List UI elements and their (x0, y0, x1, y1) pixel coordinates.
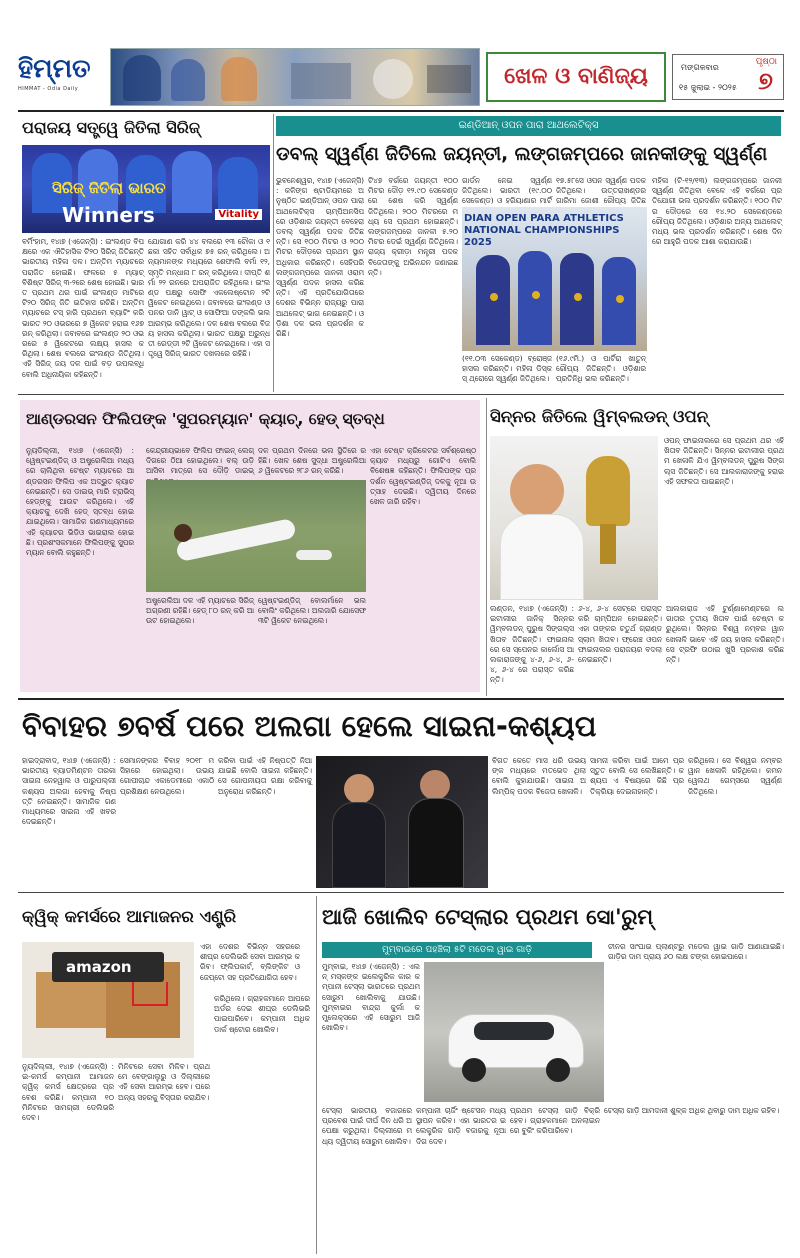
masthead-photo-strip (110, 48, 480, 106)
story5-col6: କରିଥିଲେ। ସେ ବିଶ୍ୱର ନମ୍ବର ୱାନ ଖେଳାଳି ରହିଥିଲେ। କମନୱେଲଥ ଗେମ୍ସରେ ସ୍ୱର୍ଣ୍ଣ ଜିତିଥିଲେ। (688, 756, 782, 796)
story1-photo-word: Winners (62, 203, 155, 227)
page-number: ୭ (758, 67, 773, 95)
story4-col4: ଆଲକାରାଜ ଏହି ଟୁର୍ଣ୍ଣାମେଣ୍ଟରେ ଲଗାତାର ତୃତୀୟ ଖିତାବ ପାଇଁ ଚେଷ୍ଟା କରୁଥିଲେ। ସିନ୍ନର ବିଶ୍ୱ ନମ୍ବର ୱାନ ଖେଳାଳି ଭାବେ ଏହି ଜୟ ହାସଲ କରିଛନ୍ତି। ସେ ଟ୍ରଫି ଉଠାଇ ଖୁସି ପ୍ରକାଶ କରିଛନ୍ତି। (666, 604, 784, 665)
story6-col3: ମିନିଟରେ ସେବା ମିଳିବ। ପ୍ରଥମେ ବେଙ୍ଗାଲୁରୁ ଓ ଦିଲ୍ଲୀରେ ଏହି ସେବା ଆରମ୍ଭ ହେବ। ପରେ ଅନ୍ୟ ସହରକୁ ବିସ୍ତାର କରାଯିବ। (118, 1062, 210, 1102)
story2-col4: ୧୭.୫୮ସେ ଓପନ ସ୍ୱର୍ଣ୍ଣ ପଦକ ଜିତିଥିଲେ। ଉତ୍ତରାଖଣ୍ଡର ଗାରିମା ଜୋଶୀ ରୌପ୍ୟ ଜିତିଛ (556, 176, 646, 206)
story4-col1: ଓପନ୍ ଫାଇନାଲରେ ସେ ପ୍ରଥମ ଥର ଏହି ଖିତାବ ଜିତିଛନ୍ତି। ସିନ୍ନର ଇଟାଲୀର ପ୍ରଥମ ଖେଳାଳି ଯିଏ ୱିମ୍ବଲଡନ୍ ପୁରୁଷ ସିଙ୍ଗଲ୍ସ ଜିତିଛନ୍ତି। ସେ ଆଲକାରାଜଙ୍କୁ ହରାଇ ଏହି ସଫଳତା ପାଇଛନ୍ତି। (664, 436, 784, 486)
page-label: ପୃଷ୍ଠା (755, 57, 777, 67)
story1-photo-caption: ସିରିଜ୍ ଜିତିଲା ଭାରତ (52, 179, 166, 197)
story4-col3: ୬-୪, ୬-୪ ସେଟ୍ରେ ପରାସ୍ତ କରି ଚାମ୍ପିଅନ ହୋଇଛନ୍ତି। ଏହା ତାଙ୍କର ଚତୁର୍ଥ ଗ୍ରାଣ୍ଡସ୍ଲାମ ଖିତାବ। ଫ୍ରେଞ୍ଚ ଓପନ ଫାଇନାଲର ପରାଜୟର ବଦଲା ନେଇଛନ୍ତି। (578, 604, 662, 665)
story1-col1: ବର୍ମିଂହାମ, ୧୪ା୭ (ଏଜେନ୍ସି) : ଇଂଲଣ୍ଡ ବିପକ୍ଷରେ ଏକ ଐତିହାସିକ ଟି୨୦ ସିରିଜ୍ ଜିତିଛନ୍ତି ଭାରତୀୟ ମହିଳା ଦଳ। ଅନ୍ତିମ ମ୍ୟାଚରେ ପରାଜିତ ହୋଇଛି। ଫଳରେ ୫ ମ୍ୟାଚ୍ ବିଶିଷ୍ଟ ସିରିଜ୍ ୩-୨ରେ ଶେଷ ହୋଇଛି। ଭାରତ ପ୍ରଥମ ଥର ପାଇଁ ଇଂଲଣ୍ଡ ମାଟିରେ ଟି୨୦ ସିରିଜ୍ ଜିତି ଇତିହାସ ରଚିଛି। ଅନ୍ତିମ ମ୍ୟାଚରେ ଟସ୍ ହାରି ପ୍ରଥମେ ବ୍ୟାଟିଂ କରି ଭାରତ ୨୦ ଓଭରରେ ୭ ୱିକେଟ ହରାଇ ୧୬୭ ରନ୍ କରିଥିଲା। ଜବାବରେ ଇଂଲଣ୍ଡ ୨୦ ଓଭରରେ ୫ ୱିକେଟରେ ଲକ୍ଷ୍ୟ ହାସଲ କରିଥିଲା। ଶେଷ ବଲରେ ଇଂଲଣ୍ଡ ଜିତିଥିଲା। ଏହି ସିରିଜ୍ ଜୟ ଦଳ ପାଇଁ ବଡ଼ ଉପଲବ୍ଧି ବୋଲି ଅଧିନାୟିକା କହିଛନ୍ତି। (22, 237, 144, 379)
date-box (672, 54, 784, 100)
story6-col2: ନ୍ୟୁଦିଲ୍ଲୀ, ୧୪ା୭ (ଏଜେନ୍ସି) : ଇ-କମର୍ସ କମ୍ପାନୀ ଆମାଜନ କ୍ୱିକ୍ କମର୍ସ କ୍ଷେତ୍ରରେ ପ୍ରବେଶ କରିଛି। କମ୍ପାନୀ ୧୦ ମିନିଟରେ ସାମଗ୍ରୀ ଡେଲିଭରି ଦେବ। (22, 1062, 114, 1123)
story7-col5: ପ୍ରଥମ ଟେସ୍ଲା ଗାଡ଼ି ବିକ୍ରି ହେବ। ଗ୍ରାହକମାନେ ଅନଲାଇନରେ ବୁକିଂ କରିପାରିବେ। (510, 1106, 600, 1136)
rule (316, 896, 317, 1254)
story3-photo (146, 480, 366, 592)
story5-headline: ବିବାହର ୭ବର୍ଷ ପରେ ଅଲଗା ହେଲେ ସାଇନା-କଶ୍ୟପ (22, 709, 597, 743)
story7-col4: କମ୍ପାନୀ ଚାର୍ଜିଂ ଷ୍ଟେସନ ମଧ୍ୟ ସ୍ଥାପନ କରିବ। ଏହା ଭାରତର ଇଲେକ୍ଟ୍ରିକ ଗାଡ଼ି ବଜାରକୁ ନୂଆ ଦିଗ ଦେବ। (416, 1106, 506, 1146)
story2-photo (462, 207, 647, 351)
story2-photo-banner: DIAN OPEN PARA ATHLETICS NATIONAL CHAMPIONSHIPS 2025 (464, 213, 624, 248)
story2-col5: ମହିଳା (ଟି-୧୨/୧୩) ଲଙ୍ଗଜମ୍ପରେ ଜାନକୀ ସ୍ୱର୍ଣ୍ଣ ଜିତିଥିବା ବେଳେ ଏହି ବର୍ଗରେ ପ୍ରତିଯୋଗୀ ଭଲ ପ୍ରଦର୍ଶନ କରିଛନ୍ତି। ୧୦୦ ମିଟର ଦୌଡ଼ରେ ସେ ୧୪.୨୦ ସେକେଣ୍ଡରେ ରୌପ୍ୟ ଜିତିଥିଲେ। ଓଡ଼ିଶାର ଅନ୍ୟ ଆଥଲେଟ୍ ମଧ୍ୟ ଭଲ ପ୍ରଦର୍ଶନ କରିଛନ୍ତି। ଶେଷ ଦିନରେ ଆହୁରି ପଦକ ଆଶା କରାଯାଉଛି। (652, 176, 782, 247)
masthead (18, 48, 784, 108)
story3-headline: ଆଣ୍ଡରସନ ଫିଲିପଙ୍କ 'ସୁପରମ୍ୟାନ' କ୍ୟାଚ୍, ହେଡ୍ ସ୍ତବ୍ଧ (26, 410, 385, 428)
story2-headline: ଡବଲ୍ ସ୍ୱର୍ଣ୍ଣ ଜିତିଲେ ଜୟନ୍ତୀ, ଲଙ୍ଗଜମ୍ପରେ ଜାନକୀଙ୍କୁ ସ୍ୱର୍ଣ୍ଣ (276, 144, 768, 165)
story3-col4: ଏହା ଟେଷ୍ଟ କ୍ରିକେଟର ସର୍ବଶ୍ରେଷ୍ଠ କ୍ୟାଚ ମଧ୍ୟରୁ ଗୋଟିଏ ବୋଲି ବିଶେଷଜ୍ଞ କହିଛନ୍ତି। ଫିଲିପଙ୍କ ପ୍ରଦର୍ଶନ ୱେଷ୍ଟଇଣ୍ଡିଜ୍ ଦଳକୁ ନୂଆ ଉତ୍ସାହ ଦେଇଛି। ଦ୍ୱିତୀୟ ଦିନରେ ଖେଳ ଜାରି ରହିବ। (370, 446, 476, 507)
story1-col2: ଯୋଗାଣ କରି ୪୪ ବଲରେ ୧୩ ଚୌକା ଓ ୧ ଛକା ସହିତ ସର୍ବାଧିକ ୭୫ ରନ୍ କରିଥିଲେ। ଅନ୍ୟମାନଙ୍କ ମଧ୍ୟରେ ଶେଫାଲି ବର୍ମା ୧୨, ସ୍ମୃତି ମନ୍ଧାନା ୮ ରନ୍ କରିଥିଲେ। ଦୀପ୍ତି ଶର୍ମା ୨୨ ରନରେ ଅପରାଜିତ ରହିଥିଲେ। ଇଂଲଣ୍ଡ ପକ୍ଷରୁ ସୋଫି ଏକଲେଷ୍ଟୋନ ୨ଟି ୱିକେଟ ନେଇଥିଲେ। ଜବାବରେ ଇଂଲଣ୍ଡ ଓପନର ଡାନି ୱାଟ୍ ଓ ସୋଫିଆ ଡଙ୍କଲି ଭଲ ଆରମ୍ଭ କରିଥିଲେ। ଦଳ ଶେଷ ବଲରେ ବିଜୟ ହାସଲ କରିଥିଲା। ଭାରତ ପକ୍ଷରୁ ଅରୁନ୍ଧତୀ ରେଡ୍ଡୀ ୨ଟି ୱିକେଟ ନେଇଥିଲେ। ଏହା ସତ୍ତ୍ୱେ ସିରିଜ୍ ଭାରତ ଦଖଲରେ ରହିଛି। (148, 237, 270, 359)
story5-col2: ସେମାନଙ୍କର ବିବାହ ୨୦୧୮ ମସିହାରେ ହୋଇଥିଲା। ଉଭୟ ଗୋପୀଚାନ୍ଦ ଏକାଡେମୀରେ ଏକାଠି ପ୍ରଶିକ୍ଷଣ ନେଉଥିଲେ। (120, 756, 214, 796)
story3-col2: କେନ୍ଦ୍ରୀୟଭାବେ ଫିଲିପ ଫାଇନ୍ ଲେଗ୍ ଦିଗରେ ଠିଆ ହୋଇଥିଲେ। ବଲ୍ ଉଡ଼ି ଆସିବା ମାତ୍ରେ ସେ ଦୌଡ଼ି ଡାଇଭ୍ (146, 446, 254, 476)
masthead-rule (18, 110, 784, 112)
story6-col1: ଏହା ଦେଶର ବିଭିନ୍ନ ସହରରେ ଶୀଘ୍ର ଡେଲିଭରି ସେବା ଆରମ୍ଭ କରିବ। ଫ୍ଲିପକାର୍ଟ, ବ୍ଲିଙ୍କିଟ ଓ ଜେପ୍ଟୋ ସହ ପ୍ରତିଯୋଗିତା ହେବ। (200, 942, 300, 982)
story6-col4: କରିଥିଲେ। ଗ୍ରାହକମାନେ ଆପରେ ଅର୍ଡର ଦେଇ ଶୀଘ୍ର ଡେଲିଭରି ପାଇପାରିବେ। କମ୍ପାନୀ ଅଧିକ ଡାର୍କ ଷ୍ଟୋର ଖୋଲିବ। (214, 994, 310, 1034)
story1-photo (22, 145, 270, 233)
story6-headline: କ୍ୱିକ୍ କମର୍ସରେ ଆମାଜନର ଏଣ୍ଟ୍ରି (22, 907, 237, 926)
section-title-box (486, 52, 666, 102)
masthead-logo-sub: HIMMAT - Odia Daily (18, 86, 79, 92)
story7-kicker (322, 942, 592, 958)
rule (273, 114, 274, 392)
story3-col1: ନ୍ୟୁଡିଲ୍ଲୀ, ୧୪ା୭ (ଏଜେନ୍ସି) : ୱେଷ୍ଟଇଣ୍ଡିଜ୍ ଓ ଅଷ୍ଟ୍ରେଲିଆ ମଧ୍ୟରେ ଚାଲିଥିବା ଟେଷ୍ଟ ମ୍ୟାଚରେ ଆଣ୍ଡରସନ ଫିଲିପ ଏକ ଅଦ୍ଭୁତ କ୍ୟାଚ ନେଇଛନ୍ତି। ସେ ଡାଇଭ୍ ମାରି ଟ୍ରାଭିସ୍ ହେଡ୍ଙ୍କୁ ଆଉଟ କରିଥିଲେ। ଏହି କ୍ୟାଚକୁ ଦେଖି ହେଡ୍ ସ୍ତବ୍ଧ ହୋଇଯାଇଥିଲେ। ସାମାଜିକ ଗଣମାଧ୍ୟମରେ ଏହି କ୍ୟାଚର ଭିଡିଓ ଭାଇରାଲ ହୋଇଛି। ପ୍ରଶଂସକମାନେ ଫିଲିପଙ୍କୁ ସୁପରମ୍ୟାନ ବୋଲି କହୁଛନ୍ତି। (26, 446, 134, 558)
story4-photo (490, 436, 658, 600)
masthead-logo-text: ହିମ୍ମତ (18, 54, 91, 84)
rule (18, 892, 784, 893)
story2-kicker-text: ଇଣ୍ଡିଆନ୍ ଓପନ ପାରା ଆଥଲେଟିକ୍ସ (458, 120, 599, 131)
story1-headline: ପରାଜୟ ସତ୍ତ୍ୱେ ଜିତିଲା ସିରିଜ୍ (22, 118, 200, 137)
weekday: ମଙ୍ଗଳବାର (681, 63, 719, 72)
story7-photo (424, 962, 604, 1102)
story7-col1: ମୁମ୍ବାଇ, ୧୪ା୭ (ଏଜେନ୍ସି) : ଏଲନ୍ ମସ୍କଙ୍କ ଇଲେକ୍ଟ୍ରିକ କାର କମ୍ପାନୀ ଟେସ୍ଲା ଭାରତରେ ପ୍ରଥମ ସୋରୁମ ଖୋଲିବାକୁ ଯାଉଛି। ମୁମ୍ବାଇର ବାନ୍ଦ୍ରା କୁର୍ଲା କମ୍ପ୍ଲେକ୍ସରେ ଏହି ସୋରୁମ ଆଜି ଖୋଲିବ। (322, 962, 420, 1033)
story2-cap1: (୧୧.୦୩ ସେକେଣ୍ଡ) ବ୍ରୋଞ୍ଜ ହାସଲ କରିଛନ୍ତି। ମହିଳା ଡିସ୍କସ୍ ଥ୍ରୋରେ ସ୍ୱର୍ଣ୍ଣ ଜିତିଥିଲେ। (462, 354, 552, 384)
amazon-logo-text: amazon (66, 958, 132, 976)
rule (18, 394, 784, 395)
story5-photo (316, 756, 488, 888)
story4-headline: ସିନ୍ନର ଜିତିଲେ ୱିମ୍ବଲଡନ୍ ଓପନ୍ (490, 407, 709, 426)
rule (18, 698, 784, 700)
story7-headline: ଆଜି ଖୋଲିବ ଟେସ୍‌ଲାର ପ୍ରଥମ ସୋ'ରୁମ୍ (322, 905, 654, 929)
story2-col3: ଗାର୍ଡନ ନେଇ ସ୍ୱର୍ଣ୍ଣ ଜିତିଥିଲେ। ଭାରତୀ (୧୯.୦୦ ସେକେଣ୍ଡ) ଓ ହରିୟାଣାର ମାର୍ଟି (462, 176, 552, 206)
story7-kicker-text: ମୁମ୍ବାଇରେ ପହଞ୍ଚିଲା ୫ଟି ମଡେଲ ୱାଇ ଗାଡ଼ି (382, 945, 532, 955)
story7-col6: ଟେସ୍ଲା ଗାଡ଼ି ଆମଦାନୀ ଶୁଳ୍କ ଅଧିକ ଥିବାରୁ ଦାମ ଅଧିକ ରହିବ। (604, 1106, 780, 1115)
story3-box (20, 400, 480, 692)
story5-col4: ବିଗତ କେତେ ମାସ ଧରି ଉଭୟଙ୍କ ମଧ୍ୟରେ ମତଭେଦ ଥିଲା ବୋଲି କୁହାଯାଉଛି। ସାଇନା ଅଲିମ୍ପିକ୍ ପଦକ ବିଜେତା ଖେଳାଳି। (492, 756, 586, 796)
story3-col5: ଅଷ୍ଟ୍ରେଲିଆ ଦଳ ଏହି ମ୍ୟାଚରେ ସିରିଜ୍ ଅଗ୍ରଣୀ ରହିଛି। ହେଡ୍ ୮୦ ରନ୍ କରି ଆଉଟ ହୋଇଥିଲେ। (146, 596, 254, 626)
story3-col6: ୱେଷ୍ଟଇଣ୍ଡିଜ୍ ବୋଲର୍ମାନେ ଭଲ ବୋଲିଂ କରିଥିଲେ। ଅଲଜାରି ଯୋସେଫ ୩ଟି ୱିକେଟ ନେଇଥିଲେ। (258, 596, 366, 626)
story7-col3: ଟେସ୍ଲା ଭାରତୀୟ ବଜାରରେ ପ୍ରବେଶ ପାଇଁ ଦୀର୍ଘ ଦିନ ଧରି ଅପେକ୍ଷା କରୁଥିଲା। ଦିଲ୍ଲୀରେ ମଧ୍ୟ ଦ୍ୱିତୀୟ ସୋରୁମ ଖୋଲିବ। (322, 1106, 412, 1146)
story1-photo-brand: Vitality (215, 209, 262, 220)
masthead-logo (18, 52, 110, 104)
story4-col2: ଲଣ୍ଡନ, ୧୪ା୭ (ଏଜେନ୍ସି) : ଇଟାଲୀର ଜାନିକ୍ ସିନ୍ନର ୱିମ୍ବଲଡନ୍ ପୁରୁଷ ସିଙ୍ଗଲ୍ସ ଖିତାବ ଜିତିଛନ୍ତି। ଫାଇନାଲରେ ସେ ସ୍ପେନର କାର୍ଲୋସ ଆଲକାରାଜଙ୍କୁ ୪-୬, ୬-୪, ୬-୪, ୬-୪ ରେ ପରାସ୍ତ କରିଛନ୍ତି। (490, 604, 574, 685)
story2-cap2: (୧୬.୯ମି.) ଓ ପାର୍ଟିରା ଖାତୁନ୍ ରୌପ୍ୟ ଜିତିଛନ୍ତି। ଓଡ଼ିଶାର ପ୍ରତିନିଧି ଭଲ କରିଛନ୍ତି। (556, 354, 646, 384)
story2-col1: ଭୁବନେଶ୍ୱର, ୧୪ା୭ (ଏଜେନ୍ସି) : କଳିଙ୍ଗ ଷ୍ଟାଡିୟମରେ ଅନୁଷ୍ଠିତ ଇଣ୍ଡିଆନ୍ ଓପନ ପାରା ଆଥଲେଟିକ୍ସ ଚାମ୍ପିଅନସିପରେ ଓଡ଼ିଶାର ଜୟନ୍ତୀ ବେହେରା ଡବଲ୍ ସ୍ୱର୍ଣ୍ଣ ପଦକ ଜିତିଛନ୍ତି। ସେ ୧୦୦ ମିଟର ଓ ୨୦୦ ମିଟର ଦୌଡ଼ରେ ପ୍ରଥମ ସ୍ଥାନ ଅଧିକାର କରିଛନ୍ତି। ସେହିପରି ଲଙ୍ଗଜମ୍ପରେ ଜାନକୀ ଓରାମ ସ୍ୱର୍ଣ୍ଣ ପଦକ ହାସଲ କରିଛନ୍ତି। ଏହି ପ୍ରତିଯୋଗିତାରେ ଦେଶର ବିଭିନ୍ନ ରାଜ୍ୟରୁ ପାରା ଆଥଲେଟ୍ ଭାଗ ନେଇଛନ୍ତି। ଓଡ଼ିଶା ଦଳ ଭଲ ପ୍ରଦର୍ଶନ କରିଛି। (276, 176, 364, 339)
story5-col5: ସାମନା କରିବା ପାଇଁ ଆମେ ପ୍ରସ୍ତୁତ ବୋଲି ସେ ଲେଖିଛନ୍ତି। କଶ୍ୟପ ଏ ବିଷୟରେ କିଛି ପ୍ରତିକ୍ରିୟା ଦେଇନାହାନ୍ତି। (590, 756, 684, 796)
cart-icon (132, 982, 168, 1006)
story6-photo (22, 942, 194, 1058)
story2-kicker (276, 116, 781, 136)
story3-col3: ଦଳ ପ୍ରଥମ ଦିନରେ ଭଲ ସ୍ଥିତିରେ ରହିଛି। ଖେଳ ଶେଷ ସୁଦ୍ଧା ଅଷ୍ଟ୍ରେଲିଆ ୬ ୱିକେଟରେ ୨୮୬ ରନ୍ କରିଛି। (258, 446, 366, 476)
story7-col2: ଚୀନର ସାଂଘାଇ ପ୍ଲାଣ୍ଟରୁ ମଡେଲ ୱାଇ ଗାଡ଼ି ଆଣାଯାଇଛି। ଗାଡ଼ିର ଦାମ ପ୍ରାୟ ୬୦ ଲକ୍ଷ ଟଙ୍କା ହୋଇପାରେ। (608, 942, 784, 962)
story2-col2: ଟି୪୭ ବର୍ଗରେ ଜୟନ୍ତୀ ୧୦୦ ମିଟର ଦୌଡ଼ ୧୨.୯୦ ସେକେଣ୍ଡରେ ଶେଷ କରି ସ୍ୱର୍ଣ୍ଣ ଜିତିଥିଲେ। ୨୦୦ ମିଟରରେ ମଧ୍ୟ ସେ ପ୍ରଥମ ହୋଇଛନ୍ତି। ଲଙ୍ଗଜମ୍ପରେ ଜାନକୀ ୫.୨୦ ମିଟର ଡେଇଁ ସ୍ୱର୍ଣ୍ଣ ଜିତିଥିଲେ। ରାଜ୍ୟ କ୍ରୀଡ଼ା ମନ୍ତ୍ରୀ ପଦକ ବିଜେତାଙ୍କୁ ଅଭିନନ୍ଦନ ଜଣାଇଛନ୍ତି। (368, 176, 458, 277)
story5-col1: ହାଇଦ୍ରାବାଦ, ୧୪ା୭ (ଏଜେନ୍ସି) : ଭାରତୀୟ ବ୍ୟାଡମିଣ୍ଟନ ତାରକା ସାଇନା ନେହୱାଲ ଓ ପାରୁପଲ୍ଲୀ କଶ୍ୟପ ଅଲଗା ହେବାକୁ ନିଷ୍ପତ୍ତି ନେଇଛନ୍ତି। ସାମାଜିକ ଗଣମାଧ୍ୟମରେ ସାଇନା ଏହି ଖବର ଦେଇଛନ୍ତି। (22, 756, 116, 827)
section-title: ଖେଳ ଓ ବାଣିଜ୍ୟ (504, 64, 648, 89)
story5-col3: କରିବା ପାଇଁ ଏହି ନିଷ୍ପତ୍ତି ନିଆଯାଇଛି ବୋଲି ସାଇନା କହିଛନ୍ତି। ସେ ଗୋପନୀୟତା ରକ୍ଷା କରିବାକୁ ଅନୁରୋଧ କରିଛନ୍ତି। (218, 756, 312, 796)
rule (486, 398, 487, 696)
issue-date: ୧୫ ଜୁଲାଇ - ୨୦୨୫ (679, 83, 737, 92)
